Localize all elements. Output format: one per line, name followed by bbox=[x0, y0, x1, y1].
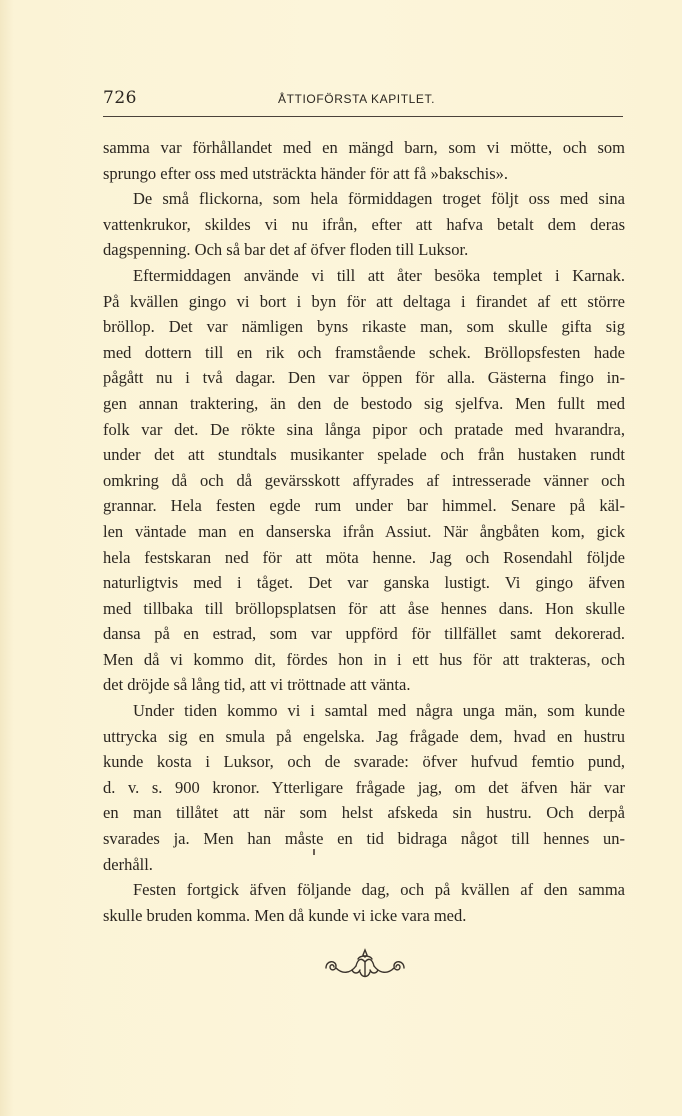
text-line: vattenkrukor, skildes vi nu ifrån, efter att hafva betalt dem deras bbox=[103, 214, 625, 234]
text-line: bröllop. Det var nämligen byns rikaste man, som skulle gifta sig bbox=[103, 317, 625, 337]
text-line: gen annan traktering, än den de bestodo sig sjelfva. Men fullt med bbox=[103, 393, 625, 413]
text-line: dansa på en estrad, som var uppförd för tillfället samt dekorerad. bbox=[103, 624, 625, 644]
text-line: med tillbaka till bröllopsplatsen för att åse hennes dans. Hon skulle bbox=[103, 598, 625, 618]
header-rule bbox=[103, 116, 623, 117]
text-line: uttrycka sig en smula på engelska. Jag frågade dem, hvad en hustru bbox=[103, 726, 625, 746]
text-line: På kvällen gingo vi bort i byn för att deltaga i firandet af ett större bbox=[103, 291, 625, 311]
text-line: grannar. Hela festen egde rum under bar himmel. Senare på käl- bbox=[103, 496, 625, 516]
text-line: len väntade man en danserska ifrån Assiut. När ångbåten kom, gick bbox=[103, 521, 625, 541]
text-line: svarades ja. Men han måste en tid bidraga något till hennes un- bbox=[103, 829, 625, 849]
text-line: under det att stundtals musikanter spelade och från hustaken rundt bbox=[103, 445, 625, 465]
printers-flourish-icon bbox=[322, 948, 408, 982]
text-line: pågått nu i två dagar. Den var öppen för alla. Gästerna fingo in- bbox=[103, 368, 625, 388]
running-title: ÅTTIOFÖRSTA KAPITLET. bbox=[278, 92, 436, 106]
text-line: dagspenning. Och så bar det af öfver floden till Luksor. bbox=[103, 240, 469, 260]
text-line: d. v. s. 900 kronor. Ytterligare frågade jag, om det äfven här var bbox=[103, 777, 625, 797]
text-line: skulle bruden komma. Men då kunde vi icke vara med. bbox=[103, 905, 467, 925]
page-number: 726 bbox=[103, 88, 137, 108]
text-line: Eftermiddagen använde vi till att åter besöka templet i Karnak. bbox=[133, 265, 625, 285]
text-line: Men då vi kommo dit, fördes hon in i ett hus för att trakteras, och bbox=[103, 649, 625, 669]
text-line: naturligtvis med i tåget. Det var ganska lustigt. Vi gingo äfven bbox=[103, 573, 625, 593]
text-line: hela festskaran ned för att möta henne. Jag och Rosendahl följde bbox=[103, 547, 625, 567]
text-line: kunde kosta i Luksor, och de svarade: öfver hufvud femtio pund, bbox=[103, 752, 625, 772]
text-line: sprungo efter oss med utsträckta händer för att få »bakschis». bbox=[103, 163, 509, 183]
text-line: en man tillåtet att när som helst afskeda sin hustru. Och derpå bbox=[103, 803, 625, 823]
page-header bbox=[103, 88, 623, 114]
text-line: omkring då och då gevärsskott affyrades af intresserade vänner och bbox=[103, 470, 625, 490]
text-line: samma var förhållandet med en mängd barn, som vi mötte, och som bbox=[103, 138, 625, 157]
text-line: det dröjde så lång tid, att vi tröttnade att vänta. bbox=[103, 675, 411, 695]
text-line: Under tiden kommo vi i samtal med några unga män, som kunde bbox=[133, 701, 625, 721]
text-line: De små flickorna, som hela förmiddagen troget följt oss med sina bbox=[133, 189, 625, 209]
print-speck bbox=[313, 849, 315, 855]
body-text bbox=[103, 135, 625, 928]
text-line: med dottern till en rik och framstående schek. Bröllopsfesten hade bbox=[103, 342, 625, 362]
text-line: derhåll. bbox=[103, 854, 153, 874]
text-line: Festen fortgick äfven följande dag, och på kvällen af den samma bbox=[133, 880, 625, 900]
text-line: folk var det. De rökte sina långa pipor och pratade med hvarandra, bbox=[103, 419, 625, 439]
